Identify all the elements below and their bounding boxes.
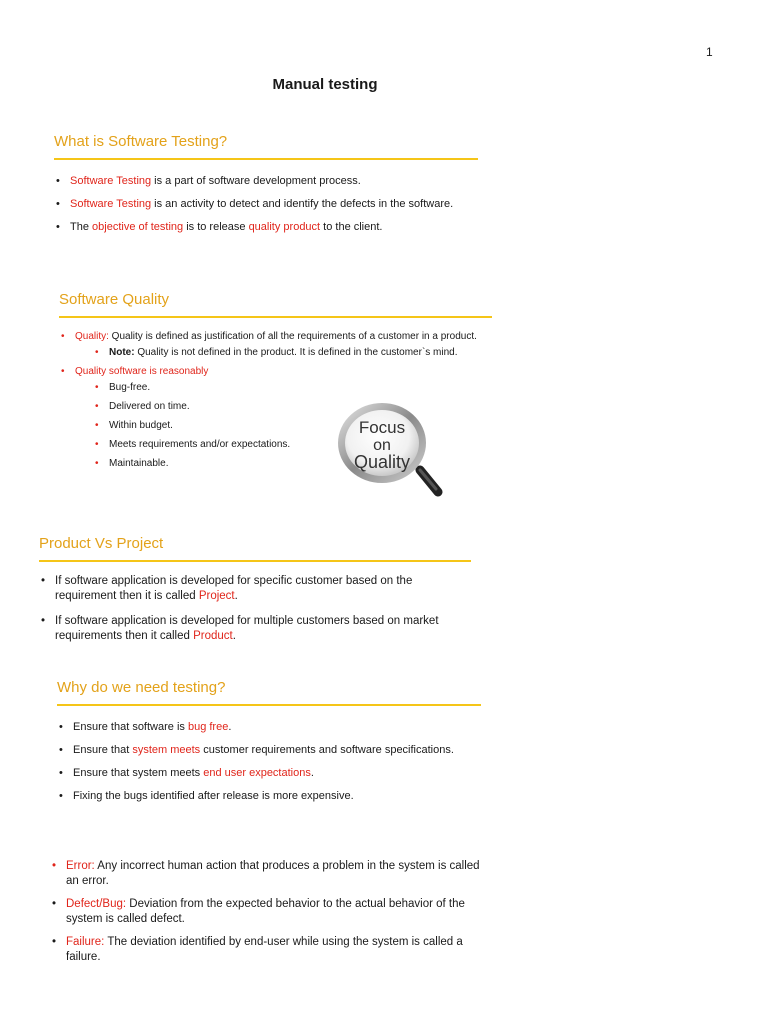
bullet-list bbox=[39, 574, 471, 644]
highlight-text: Failure: bbox=[66, 936, 105, 948]
list-item-defect bbox=[50, 897, 490, 927]
item-text: The deviation identified by end-user while using the system is called a failure. bbox=[66, 936, 463, 963]
item-text: is a part of software development process. bbox=[151, 175, 361, 187]
item-text: . bbox=[310, 767, 314, 779]
image-word-on: on bbox=[373, 437, 391, 454]
item-text: Any incorrect human action that produces a problem in the system is called an error. bbox=[66, 860, 480, 887]
list-item bbox=[54, 220, 478, 234]
list-item bbox=[39, 614, 471, 644]
bullet-list bbox=[54, 174, 478, 234]
highlight-text: quality product bbox=[248, 221, 321, 233]
document-title: Manual testing bbox=[272, 76, 378, 93]
highlight-text: Software Testing bbox=[70, 175, 152, 187]
item-text: is an activity to detect and identify the defects in the software. bbox=[151, 198, 454, 210]
sub-item: • Meets requirements and/or expectations. bbox=[93, 438, 492, 452]
item-text: Quality is defined as justification of all the requirements of a customer in a product. bbox=[108, 331, 477, 342]
section-product-vs-project bbox=[39, 535, 471, 654]
item-text: The bbox=[70, 221, 93, 233]
sub-item: • Delivered on time. bbox=[93, 400, 492, 414]
section-title: Software Quality bbox=[59, 291, 170, 308]
highlight-text: Software Testing bbox=[70, 198, 152, 210]
item-text: Ensure that system meets bbox=[73, 767, 204, 779]
list-item bbox=[57, 766, 481, 780]
highlight-text: objective of testing bbox=[92, 221, 184, 233]
list-item bbox=[39, 574, 471, 604]
section-divider bbox=[54, 158, 478, 160]
list-item-failure bbox=[50, 935, 490, 965]
item-text: Deviation from the expected behavior to the actual behavior of the system is called defect. bbox=[66, 898, 465, 925]
section-divider bbox=[39, 560, 471, 562]
image-word-focus: Focus bbox=[358, 418, 406, 437]
highlight-text: Quality: bbox=[75, 331, 109, 342]
highlight-text: Project bbox=[198, 590, 235, 602]
image-word-quality: Quality bbox=[353, 452, 411, 472]
item-text: . bbox=[234, 590, 238, 602]
list-item bbox=[57, 720, 481, 734]
highlight-text: Product bbox=[193, 630, 233, 642]
item-text: to the client. bbox=[320, 221, 383, 233]
highlight-text: Error: bbox=[66, 860, 95, 872]
focus-on-quality-image bbox=[330, 398, 460, 498]
list-item bbox=[54, 197, 478, 211]
item-text: If software application is developed for specific customer based on the requirement then it is called bbox=[55, 575, 413, 602]
list-item bbox=[59, 330, 492, 360]
list-item-error bbox=[50, 859, 490, 889]
item-text: Ensure that bbox=[73, 744, 133, 756]
item-text: If software application is developed for multiple customers based on market requirements then it called bbox=[55, 615, 439, 642]
sub-item: • Bug-free. bbox=[93, 381, 492, 395]
highlight-text: end user expectations bbox=[203, 767, 311, 779]
item-text: . bbox=[232, 630, 236, 642]
section-divider bbox=[57, 704, 481, 706]
section-title: Product Vs Project bbox=[39, 535, 164, 552]
list-item bbox=[57, 743, 481, 757]
sub-list bbox=[93, 346, 492, 360]
sub-item: • Maintainable. bbox=[93, 457, 492, 471]
section-what-is-software-testing bbox=[54, 133, 478, 243]
highlight-text: Quality software is reasonably bbox=[75, 366, 209, 377]
item-text: is to release bbox=[183, 221, 249, 233]
highlight-text: Defect/Bug: bbox=[66, 898, 127, 910]
section-title: What is Software Testing? bbox=[54, 133, 228, 150]
bullet-list bbox=[57, 720, 481, 803]
sub-item: • Within budget. bbox=[93, 419, 492, 433]
section-title: Why do we need testing? bbox=[57, 679, 226, 696]
item-text: . bbox=[228, 721, 232, 733]
note-text: Quality is not defined in the product. It is defined in the customer`s mind. bbox=[134, 347, 458, 358]
bullet-list bbox=[50, 859, 490, 965]
item-text: Ensure that software is bbox=[73, 721, 188, 733]
list-item: • Fixing the bugs identified after release is more expensive. bbox=[57, 789, 481, 803]
note-item bbox=[93, 346, 492, 360]
highlight-text: system meets bbox=[132, 744, 201, 756]
list-item bbox=[54, 174, 478, 188]
highlight-text: bug free bbox=[187, 721, 229, 733]
page-number: 1 bbox=[706, 45, 713, 59]
definitions-section bbox=[50, 859, 490, 973]
item-text: customer requirements and software specifications. bbox=[200, 744, 454, 756]
note-label: Note: bbox=[109, 347, 135, 358]
section-why-testing bbox=[57, 679, 481, 812]
section-divider bbox=[59, 316, 492, 318]
